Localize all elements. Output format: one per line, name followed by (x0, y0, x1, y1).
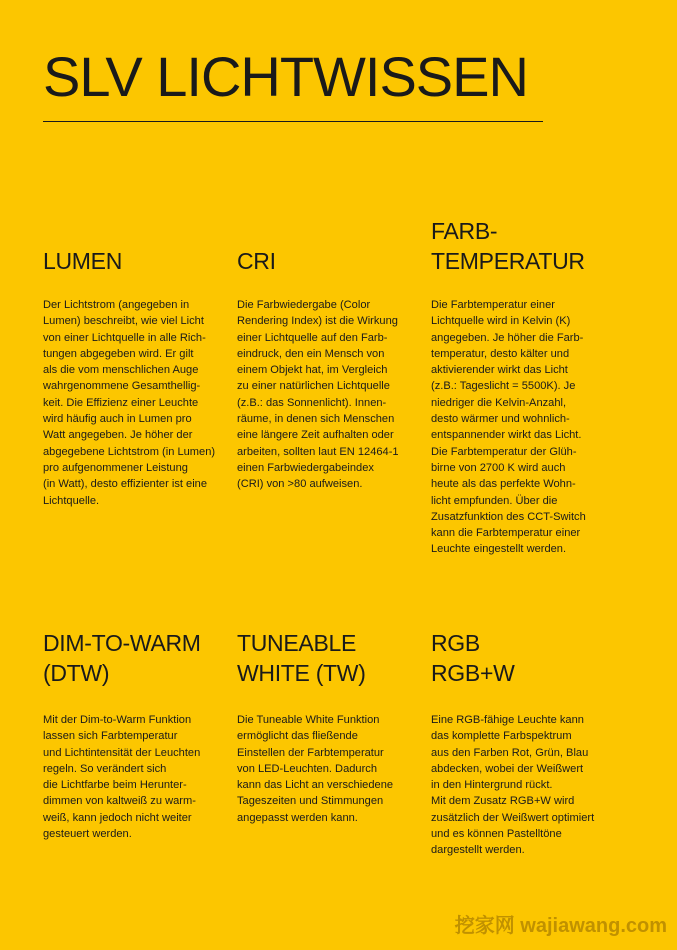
section-text: Eine RGB-fähige Leuchte kann das komplette Farbspektrum aus den Farben Rot, Grün, Blau abdecken, wobei der Weißwert in den Hintergrund rückt. Mit dem Zusatz RGB+W wird zusätzlich der Weißwert optimiert und es können Pastelltöne dargestellt werden. (431, 714, 595, 857)
section-lumen (43, 216, 228, 509)
section-heading: DIM-TO-WARM (DTW) (43, 630, 201, 686)
section-farbtemperatur (431, 216, 616, 558)
section-heading: FARB- TEMPERATUR (431, 218, 585, 274)
section-heading: TUNEABLE WHITE (TW) (237, 630, 366, 686)
section-cri (237, 216, 422, 493)
section-text: Mit der Dim-to-Warm Funktion lassen sich Farbtemperatur und Lichtintensität der Leuchten regeln. So verändert sich die Lichtfarbe beim Herunter- dimmen von kaltweiß zu warm- weiß, kann jedoch nicht weiter gesteuert werden. (43, 714, 201, 841)
section-heading: LUMEN (43, 248, 123, 274)
section-rgb (431, 628, 616, 859)
section-tuneable-white (237, 628, 422, 826)
title-divider (43, 121, 543, 122)
section-text: Die Farbtemperatur einer Lichtquelle wird in Kelvin (K) angegeben. Je höher die Farb- temperatur, desto kälter und aktivierender wirkt das Licht (z.B.: Tageslicht = 5500K). Je niedriger die Kelvin-Anzahl, desto wärmer und wohnlich- entspannender wirkt das Licht. Die Farbtemperatur der Glüh- birne von 2700 K wird auch heute als das perfekte Wohn- licht empfunden. Über die Zusatzfunktion des CCT-Switch kann die Farbtemperatur einer Leuchte eingestellt werden. (431, 299, 586, 556)
section-text: Die Tuneable White Funktion ermöglicht das fließende Einstellen der Farbtemperatur von LED-Leuchten. Dadurch kann das Licht an verschiedene Tageszeiten und Stimmungen angepasst werden kann. (237, 714, 394, 824)
section-dim-to-warm (43, 628, 228, 842)
watermark: 挖家网 wajiawang.com (454, 915, 667, 937)
section-heading: CRI (237, 248, 276, 274)
section-heading: RGB RGB+W (431, 630, 515, 686)
section-text: Die Farbwiedergabe (Color Rendering Index) ist die Wirkung einer Lichtquelle auf den Farb- eindruck, den ein Mensch von einem Objekt hat, im Vergleich zu einer natürlichen Lichtquelle (z.B.: das Sonnenlicht). Innen- räume, in denen sich Menschen eine längere Zeit aufhalten oder arbeiten, sollten laut EN 12464-1 einen Farbwiedergabeindex (CRI) von >80 aufweisen. (237, 299, 399, 491)
page-title: SLV LICHTWISSEN (43, 45, 528, 108)
section-text: Der Lichtstrom (angegeben in Lumen) beschreibt, wie viel Licht von einer Lichtquelle in alle Rich- tungen abgegeben wird. Er gilt als die vom menschlichen Auge wahrgenommene Gesamthellig- keit. Die Effizienz einer Leuchte wird häufig auch in Lumen pro Watt angegeben. Je höher der abgegebene Lichtstrom (in Lumen) pro aufgenommener Leistung (in Watt), desto effizienter ist eine Lichtquelle. (43, 299, 216, 507)
